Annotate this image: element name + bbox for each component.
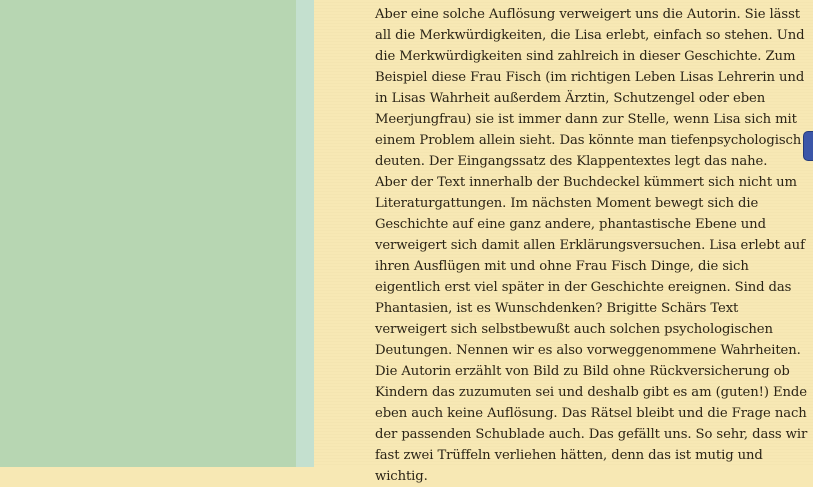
article-text (375, 4, 809, 487)
left-margin-strip (296, 0, 314, 467)
side-scroll-tab[interactable] (803, 131, 813, 161)
paragraph-3: Die Autorin erzählt von Bild zu Bild ohne Rückversicherung ob Kindern das zuzumuten sei und deshalb gibt es am (guten!) Ende eben auch keine Auflösung. Das Rätsel bleibt und die Frage nach der passenden Schublade auch. Das gefällt uns. So sehr, dass wir fast zwei Trüffeln verliehen hätten, denn das ist mutig und wichtig. (375, 364, 808, 484)
paragraph-2: Aber der Text innerhalb der Buchdeckel kümmert sich nicht um Literaturgattungen. Im nächsten Moment bewegt sich die Geschichte auf eine ganz andere, phantastische Ebene und verweigert sich damit allen Erklärungsversuchen. Lisa erlebt auf ihren Ausflügen mit und ohne Frau Fisch Dinge, die sich eigentlich erst viel später in der Geschichte ereignen. Sind das Phantasien, ist es Wunschdenken? Brigitte Schärs Text verweigert sich selbstbewußt auch solchen psychologischen Deutungen. Nennen wir es also vorweggenommene Wahrheiten. (375, 175, 805, 358)
paragraph-1: Aber eine solche Auflösung verweigert uns die Autorin. Sie lässt all die Merkwürdigkeiten, die Lisa erlebt, einfach so stehen. Und die Merkwürdigkeiten sind zahlreich in dieser Geschichte. Zum Beispiel diese Frau Fisch (im richtigen Leben Lisas Lehrerin und in Lisas Wahrheit außerdem Ärztin, Schutzengel oder eben Meerjungfrau) sie ist immer dann zur Stelle, wenn Lisa sich mit einem Problem allein sieht. Das könnte man tiefenpsychologisch deuten. Der Eingangssatz des Klappentextes legt das nahe. (375, 7, 805, 169)
left-margin-panel (0, 0, 296, 467)
